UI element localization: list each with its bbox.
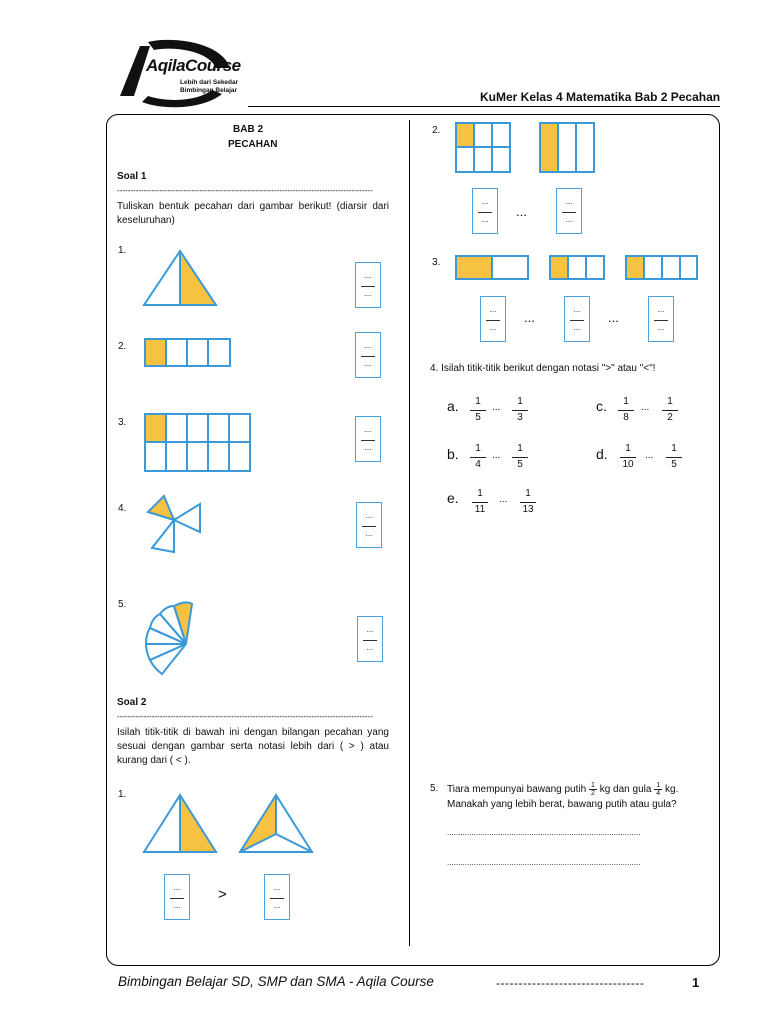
soal2-item-label: 3. — [432, 257, 441, 268]
bar-one-third-shaded-figure — [549, 255, 607, 281]
soal1-heading: Soal 1 — [117, 171, 147, 182]
soal2-dash-rule: ------------------------------------------------------------------------------------------------ — [117, 712, 373, 721]
answer-box[interactable]: ... ... — [356, 502, 382, 548]
soal5-text: Tiara mempunyai bawang putih $\frac{1}{2}$ kg dan gula $\frac{1}{4}$ kg. — [447, 782, 679, 797]
answer-line[interactable]: ....................................................................................... — [447, 858, 641, 867]
chapter-title: PECAHAN — [228, 139, 278, 150]
answer-box[interactable]: ... ... — [164, 874, 190, 920]
chapter-number: BAB 2 — [233, 124, 264, 135]
item-letter: a. — [447, 398, 459, 414]
fraction: 1 13 — [516, 488, 540, 517]
bar-one-fourth-shaded-figure — [625, 255, 699, 281]
answer-box[interactable]: ... ... — [556, 188, 582, 234]
logo-tagline-1: Lebih dari Sekedar — [180, 79, 239, 86]
fraction: 1 3 — [508, 396, 532, 425]
soal2-heading: Soal 2 — [117, 697, 147, 708]
comparison-dots[interactable]: ... — [499, 494, 508, 505]
item-letter: c. — [596, 398, 607, 414]
soal5-number: 5. — [430, 783, 439, 794]
triangle-half-shaded-figure — [140, 792, 220, 856]
bar-half-shaded-figure — [455, 255, 531, 281]
comparison-dots[interactable]: ... — [641, 402, 650, 413]
fraction: 1 5 — [662, 443, 686, 472]
logo-tagline-2: Bimbingan Belajar — [180, 87, 238, 94]
fraction: 1 5 — [466, 396, 490, 425]
answer-line[interactable]: ....................................................................................... — [447, 828, 641, 837]
answer-box[interactable]: ... ... — [472, 188, 498, 234]
answer-box[interactable]: ... ... — [355, 332, 381, 378]
soal2-instruction: Isilah titik-titik di bawah ini dengan bilangan pecahan yang sesuai dengan gambar serta notasi lebih dari ( > ) atau kurang dari ( < ). — [117, 727, 389, 766]
grid-one-sixth-shaded-figure — [455, 122, 513, 174]
answer-box[interactable]: ... ... — [480, 296, 506, 342]
answer-box[interactable]: ... ... — [264, 874, 290, 920]
answer-box[interactable]: ... ... — [648, 296, 674, 342]
soal1-item-label: 1. — [118, 245, 127, 256]
comparison-dots: ... — [516, 204, 527, 219]
triangle-third-shaded-figure — [236, 792, 316, 856]
fraction: 1 4 — [466, 443, 490, 472]
soal1-item-label: 3. — [118, 417, 127, 428]
fraction: 1 11 — [468, 488, 492, 517]
soal2-item-label: 1. — [118, 789, 127, 800]
comparison-dots[interactable]: ... — [645, 450, 654, 461]
answer-box[interactable]: ... ... — [564, 296, 590, 342]
item-letter: e. — [447, 490, 459, 506]
header-rule — [248, 106, 720, 107]
fraction: 1 5 — [508, 443, 532, 472]
soal5-question: Manakah yang lebih berat, bawang putih atau gula? — [447, 799, 677, 810]
comparison-dots[interactable]: ... — [492, 450, 501, 461]
grid-one-tenth-shaded-figure — [144, 413, 252, 473]
footer-dash-rule: --------------------------------- — [496, 976, 645, 990]
soal2-item-label: 2. — [432, 125, 441, 136]
item-letter: d. — [596, 446, 608, 462]
fraction: 1 8 — [614, 396, 638, 425]
bar-one-third-shaded-figure — [539, 122, 597, 174]
answer-box[interactable]: ... ... — [355, 262, 381, 308]
column-divider — [409, 120, 410, 946]
soal1-item-label: 4. — [118, 503, 127, 514]
fraction: 1 10 — [616, 443, 640, 472]
footer-text: Bimbingan Belajar SD, SMP dan SMA - Aqila Course — [118, 974, 434, 989]
page-number: 1 — [692, 975, 700, 990]
comparison-dots[interactable]: ... — [492, 402, 501, 413]
triangle-half-shaded-figure — [140, 248, 220, 308]
soal1-dash-rule: ------------------------------------------------------------------------------------------------ — [117, 186, 373, 195]
comparison-dots: ... — [524, 310, 535, 325]
comparison-symbol: > — [218, 886, 227, 903]
logo-name: AqilaCourse — [146, 56, 241, 75]
fan-sectors-figure — [142, 598, 200, 680]
comparison-dots: ... — [608, 310, 619, 325]
answer-box[interactable]: ... ... — [355, 416, 381, 462]
pinwheel-triangles-figure — [144, 492, 204, 554]
bar-quarter-shaded-figure — [144, 338, 232, 368]
item-letter: b. — [447, 446, 459, 462]
soal1-item-label: 5. — [118, 599, 127, 610]
header-title: KuMer Kelas 4 Matematika Bab 2 Pecahan — [480, 90, 721, 104]
soal1-instruction: Tuliskan bentuk pecahan dari gambar berikut! (diarsir dari keseluruhan) — [117, 201, 389, 226]
soal4-instruction: 4. Isilah titik-titik berikut dengan notasi ">" atau "<"! — [430, 363, 656, 374]
soal1-item-label: 2. — [118, 341, 127, 352]
fraction: 1 2 — [658, 396, 682, 425]
answer-box[interactable]: ... ... — [357, 616, 383, 662]
